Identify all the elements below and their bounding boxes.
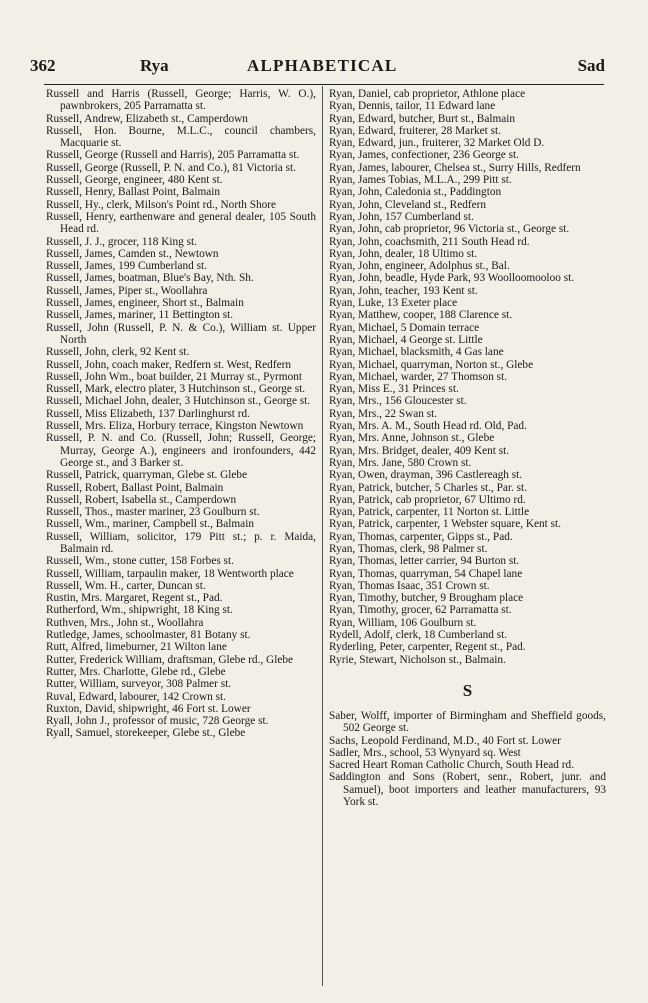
directory-entry: Ryan, William, 106 Goulburn st. <box>329 616 477 629</box>
directory-entry: Russell and Harris (Russell, George; Harris, W. O.), pawnbrokers, 205 Parramatta st. <box>46 88 316 113</box>
directory-entry: Ryan, Miss E., 31 Princes st. <box>329 383 459 396</box>
directory-entry: Russell, Miss Elizabeth, 137 Darlinghurst rd. <box>46 407 250 420</box>
directory-entry: Russell, Wm., mariner, Campbell st., Balmain <box>46 518 254 531</box>
directory-entry: Sachs, Leopold Ferdinand, M.D., 40 Fort st. Lower <box>329 734 561 747</box>
directory-entry: Russell, J. J., grocer, 118 King st. <box>46 235 198 248</box>
directory-entry: Ryan, Thomas, letter carrier, 94 Burton st. <box>329 555 520 568</box>
directory-entry: Ryan, James Tobias, M.L.A., 299 Pitt st. <box>329 174 512 187</box>
directory-entry: Ryan, Mrs. A. M., South Head rd. Old, Pad. <box>329 420 527 433</box>
directory-entry: Russell, George (Russell and Harris), 205 Parramatta st. <box>46 149 300 162</box>
directory-entry: Ryan, John, 157 Cumberland st. <box>329 210 474 223</box>
directory-entry: Russell, John Wm., boat builder, 21 Murray st., Pyrmont <box>46 370 303 383</box>
directory-entry: Russell, Hon. Bourne, M.L.C., council chambers, Macquarie st. <box>46 124 316 150</box>
directory-entry: Rutt, Alfred, limeburner, 21 Wilton lane <box>46 641 227 654</box>
directory-entry: Ryan, John, cab proprietor, 96 Victoria st., George st. <box>329 223 570 236</box>
directory-entry: Ryan, Dennis, tailor, 11 Edward lane <box>329 100 496 113</box>
directory-entry: Ryan, Thomas, clerk, 98 Palmer st. <box>329 542 488 555</box>
directory-entry: Ryan, Timothy, butcher, 9 Brougham place <box>329 592 524 605</box>
directory-entry: Ryan, John, coachsmith, 211 South Head rd. <box>329 235 530 248</box>
directory-entry: Ryan, Patrick, butcher, 5 Charles st., Par. st. <box>329 481 528 494</box>
directory-entry: Ryan, Timothy, grocer, 62 Parramatta st. <box>329 604 512 617</box>
directory-entry: Russell, James, boatman, Blue's Bay, Nth. Sh. <box>46 272 254 285</box>
directory-entry: Ruxton, David, shipwright, 46 Fort st. Lower <box>46 702 251 715</box>
directory-entry: Ryan, Edward, jun., fruiterer, 32 Market Old D. <box>329 137 545 150</box>
directory-entry: Ryan, Patrick, carpenter, 11 Norton st. Little <box>329 506 530 519</box>
directory-entry: Russell, John, clerk, 92 Kent st. <box>46 346 190 359</box>
directory-entry: Russell, James, mariner, 11 Bettington st. <box>46 309 234 322</box>
directory-entry: Russell, John (Russell, P. N. & Co.), William st. Upper North <box>46 321 316 346</box>
left-column <box>46 88 316 740</box>
directory-entry: Saber, Wolff, importer of Birmingham and Sheffield goods, 502 George st. <box>329 709 606 735</box>
directory-entry: Russell, Michael John, dealer, 3 Hutchinson st., George st. <box>46 395 311 408</box>
section-heading-s: S <box>462 680 473 700</box>
directory-entry: Russell, George (Russell, P. N. and Co.), 81 Victoria st. <box>46 161 296 174</box>
column-divider <box>322 86 323 986</box>
directory-entry: Ryan, Mrs. Jane, 580 Crown st. <box>329 456 472 469</box>
directory-entry: Russell, James, Piper st., Woollahra <box>46 284 208 297</box>
directory-entry: Russell, James, engineer, Short st., Balmain <box>46 297 244 310</box>
directory-entry: Ryall, John J., professor of music, 728 George st. <box>46 715 269 728</box>
directory-entry: Russell, James, 199 Cumberland st. <box>46 260 207 273</box>
directory-entry: Russell, Henry, earthenware and general dealer, 105 South Head rd. <box>46 210 316 236</box>
directory-entry: Ryan, Mrs., 22 Swan st. <box>329 407 438 420</box>
directory-entry: Ryan, Michael, 5 Domain terrace <box>329 321 480 334</box>
directory-entry: Russell, Mrs. Eliza, Horbury terrace, Kingston Newtown <box>46 420 304 433</box>
directory-entry: Rutherford, Wm., shipwright, 18 King st. <box>46 604 233 617</box>
directory-entry: Ryan, Matthew, cooper, 188 Clarence st. <box>329 309 513 322</box>
directory-entry: Ryan, John, teacher, 193 Kent st. <box>329 284 478 297</box>
directory-entry: Russell, James, Camden st., Newtown <box>46 247 219 260</box>
directory-entry: Russell, Robert, Ballast Point, Balmain <box>46 481 224 494</box>
header-left-word: Rya <box>140 56 169 75</box>
directory-entry: Rutter, Mrs. Charlotte, Glebe rd., Glebe <box>46 665 226 678</box>
directory-entry: Russell, Hy., clerk, Milson's Point rd., North Shore <box>46 198 277 211</box>
directory-entry: Ryan, Thomas Isaac, 351 Crown st. <box>329 579 490 592</box>
directory-entry: Ryderling, Peter, carpenter, Regent st., Pad. <box>329 641 526 654</box>
directory-entry: Ryan, John, dealer, 18 Ultimo st. <box>329 247 478 260</box>
directory-entry: Ryan, John, Cleveland st., Redfern <box>329 198 487 211</box>
directory-entry: Ryan, Mrs. Anne, Johnson st., Glebe <box>329 432 495 445</box>
directory-entry: Russell, William, tarpaulin maker, 18 Wentworth place <box>46 567 294 580</box>
directory-entry: Ryan, Daniel, cab proprietor, Athlone place <box>329 88 526 100</box>
directory-entry: Ryan, Mrs., 156 Gloucester st. <box>329 395 467 408</box>
directory-entry: Rustin, Mrs. Margaret, Regent st., Pad. <box>46 592 223 605</box>
directory-entry: Ryan, Michael, blacksmith, 4 Gas lane <box>329 346 504 359</box>
header-title: ALPHABETICAL <box>247 56 398 75</box>
directory-entry: Russell, Wm., stone cutter, 158 Forbes st. <box>46 555 234 568</box>
directory-entry: Ryan, Michael, quarryman, Norton st., Glebe <box>329 358 534 371</box>
directory-entry: Ryan, Owen, drayman, 396 Castlereagh st. <box>329 469 523 482</box>
directory-entry: Russell, Robert, Isabella st., Camperdown <box>46 493 237 506</box>
header-right-word: Sad <box>577 56 605 75</box>
directory-entry: Ryrie, Stewart, Nicholson st., Balmain. <box>329 653 506 666</box>
directory-entry: Ryan, Thomas, quarryman, 54 Chapel lane <box>329 567 523 580</box>
directory-entry: Ruthven, Mrs., John st., Woollahra <box>46 616 204 629</box>
directory-entry: Russell, Patrick, quarryman, Glebe st. Glebe <box>46 469 248 482</box>
directory-entry: Russell, William, solicitor, 179 Pitt st.; p. r. Maida, Balmain rd. <box>46 530 316 555</box>
directory-entry: Sadler, Mrs., school, 53 Wynyard sq. West <box>329 746 521 759</box>
directory-entry: Ryan, Luke, 13 Exeter place <box>329 297 458 310</box>
directory-entry: Ruval, Edward, labourer, 142 Crown st. <box>46 690 226 703</box>
directory-entry: Russell, John, coach maker, Redfern st. West, Redfern <box>46 358 292 371</box>
directory-entry: Ryan, Michael, 4 George st. Little <box>329 333 483 346</box>
directory-entry: Russell, Thos., master mariner, 23 Goulburn st. <box>46 506 260 519</box>
directory-entry: Sacred Heart Roman Catholic Church, South Head rd. <box>329 759 575 772</box>
directory-entry: Saddington and Sons (Robert, senr., Robert, junr. and Samuel), boot importers and leather manufacturers, 93 York st. <box>329 771 606 809</box>
directory-entry: Ryan, Patrick, carpenter, 1 Webster square, Kent st. <box>329 518 561 531</box>
directory-entry: Ryan, Patrick, cab proprietor, 67 Ultimo rd. <box>329 493 526 506</box>
directory-entry: Rutter, William, surveyor, 308 Palmer st. <box>46 678 232 691</box>
directory-entry: Rutledge, James, schoolmaster, 81 Botany st. <box>46 629 251 642</box>
page-number: 362 <box>30 56 56 75</box>
directory-entry: Russell, Andrew, Elizabeth st., Camperdown <box>46 112 248 125</box>
directory-entry: Ryan, John, engineer, Adolphus st., Bal. <box>329 260 510 273</box>
directory-entry: Ryan, James, labourer, Chelsea st., Surry Hills, Redfern <box>329 161 581 174</box>
directory-entry: Ryan, Thomas, carpenter, Gipps st., Pad. <box>329 530 513 543</box>
directory-entry: Russell, Henry, Ballast Point, Balmain <box>46 186 221 199</box>
directory-entry: Russell, Mark, electro plater, 3 Hutchinson st., George st. <box>46 383 306 396</box>
header-rule <box>44 84 604 85</box>
directory-entry: Ryan, Edward, butcher, Burt st., Balmain <box>329 112 516 125</box>
directory-entry: Russell, P. N. and Co. (Russell, John; Russell, George; Murray, George A.), engineers and ironfounders, 442 George st., and 3 Barker st. <box>46 432 316 469</box>
directory-entry: Ryan, John, Caledonia st., Paddington <box>329 186 502 199</box>
directory-entry: Ryan, John, beadle, Hyde Park, 93 Woolloomooloo st. <box>329 272 575 285</box>
directory-entry: Ryan, Edward, fruiterer, 28 Market st. <box>329 124 501 137</box>
directory-entry: Ryan, Mrs. Bridget, dealer, 409 Kent st. <box>329 444 510 457</box>
directory-entry: Ryan, James, confectioner, 236 George st. <box>329 149 519 162</box>
directory-entry: Rutter, Frederick William, draftsman, Glebe rd., Glebe <box>46 653 294 666</box>
directory-entry: Russell, George, engineer, 480 Kent st. <box>46 174 223 187</box>
running-header <box>30 56 605 80</box>
directory-entry: Russell, Wm. H., carter, Duncan st. <box>46 579 206 592</box>
right-column <box>329 88 606 808</box>
directory-entry: Rydell, Adolf, clerk, 18 Cumberland st. <box>329 629 508 642</box>
directory-entry: Ryan, Michael, warder, 27 Thomson st. <box>329 370 508 383</box>
directory-entry: Ryall, Samuel, storekeeper, Glebe st., Glebe <box>46 727 246 740</box>
